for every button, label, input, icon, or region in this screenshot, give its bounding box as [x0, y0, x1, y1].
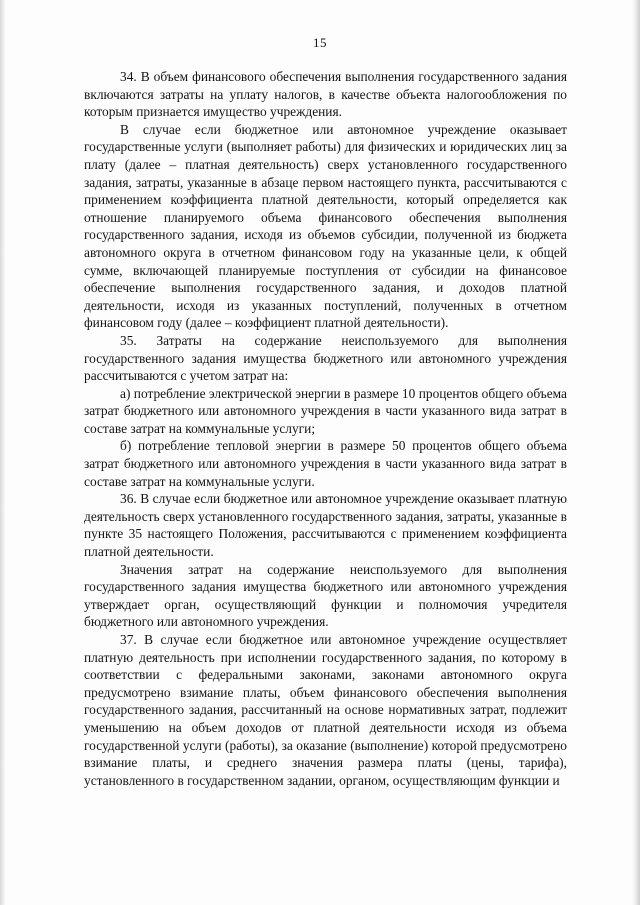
paragraph-35-item-b: б) потребление тепловой энергии в размере 50 процентов общего объема затрат бюджетного или автономного учреждения в части указанного вида затрат в составе затрат на коммунальные услуги. — [84, 438, 567, 489]
paragraph-36-continuation: Значения затрат на содержание неиспользуемого для выполнения государственного задания имущества бюджетного или автономного учреждения утверждает орган, осуществляющий функции и полномочия учредителя бюджетного или автономного учреждения. — [84, 561, 567, 630]
paragraph-34: 34. В объем финансового обеспечения выполнения государственного задания включаются затраты на уплату налогов, в качестве объекта налогообложения по которым признается имущество учреждения. — [84, 69, 567, 120]
document-body — [84, 68, 567, 789]
paragraph-35: 35. Затраты на содержание неиспользуемого для выполнения государственного задания имущества бюджетного или автономного учреждения рассчитываются с учетом затрат на: — [84, 332, 567, 384]
scan-shadow-left — [0, 0, 6, 905]
paragraph-34-continuation: В случае если бюджетное или автономное учреждение оказывает государственные услуги (выполняет работы) для физических и юридических лиц за плату (далее – платная деятельность) сверх установленного государственного задания, затраты, указанные в абзаце первом настоящего пункта, рассчитываются с применением коэффициента платной деятельности, который определяется как отношение планируемого объема финансового обеспечения выполнения государственного задания, исходя из объемов субсидии, полученной из бюджета автономного округа в отчетном финансовом году на указанные цели, к общей сумме, включающей планируемые поступления от субсидии на финансовое обеспечение выполнения государственного задания, и доходов платной деятельности, исходя из указанных поступлений, полученных в отчетном финансовом году (далее – коэффициент платной деятельности). — [84, 121, 567, 331]
paragraph-37: 37. В случае если бюджетное или автономное учреждение осуществляет платную деятельность при исполнении государственного задания, по которому в соответствии с федеральными законами, законами автономного округа предусмотрено взимание платы, объем финансового обеспечения выполнения государственного задания, рассчитанный на основе нормативных затрат, подлежит уменьшению на объем доходов от платной деятельности исходя из объема государственной услуги (работы), за оказание (выполнение) которой предусмотрено взимание платы, и среднего значения размера платы (цены, тарифа), установленного в государственном задании, органом, осуществляющим функции и — [84, 632, 567, 788]
page-number: 15 — [313, 35, 327, 50]
scan-shadow-right — [632, 0, 640, 905]
paragraph-35-item-a: а) потребление электрической энергии в размере 10 процентов общего объема затрат бюджетного или автономного учреждения в части указанного вида затрат в составе затрат на коммунальные услуги; — [84, 385, 567, 436]
paragraph-36: 36. В случае если бюджетное или автономное учреждение оказывает платную деятельность сверх установленного государственного задания, затраты, указанные в пункте 35 настоящего Положения, рассчитываются с применением коэффициента платной деятельности. — [84, 491, 567, 560]
